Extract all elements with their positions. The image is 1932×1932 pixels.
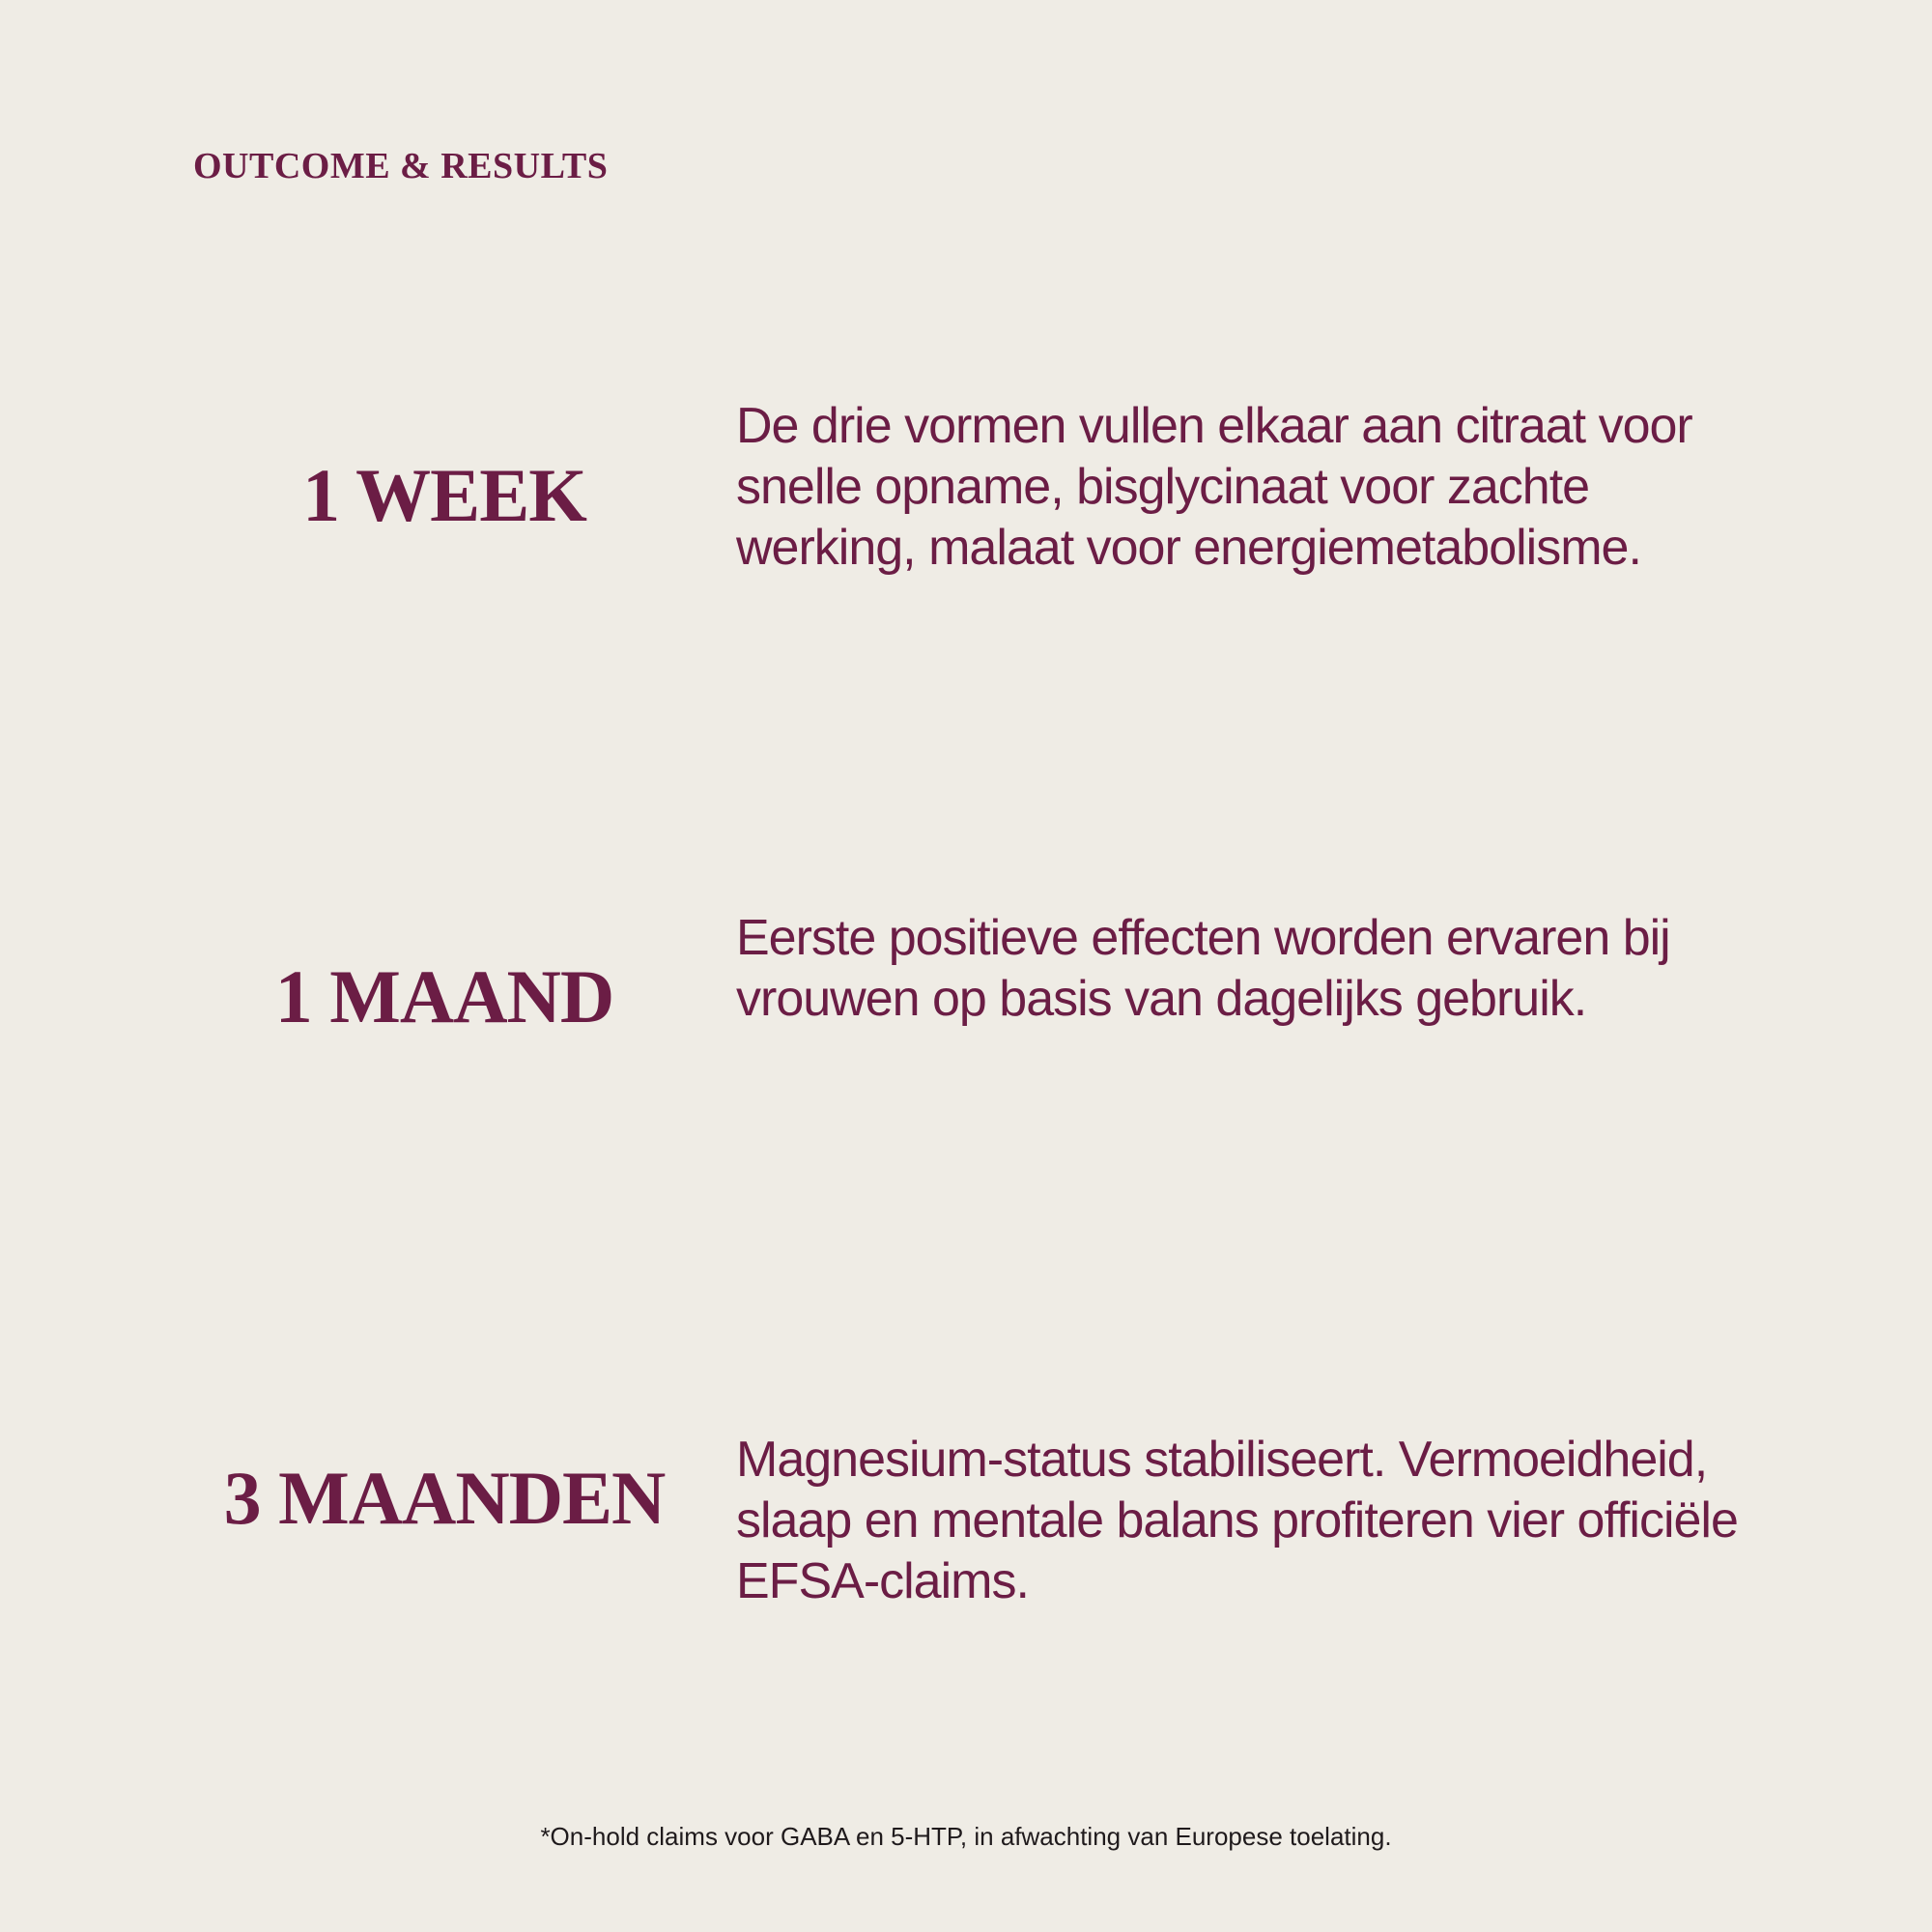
description-line: Eerste positieve effecten worden ervaren bij: [736, 910, 1670, 966]
timeline-description: [736, 396, 1837, 579]
timeline-period: 1 WEEK: [302, 453, 586, 537]
description-line: slaap en mentale balans profiteren vier officiële: [736, 1492, 1738, 1548]
section-title: OUTCOME & RESULTS: [193, 146, 609, 186]
description-line: snelle opname, bisglycinaat voor zachte: [736, 459, 1590, 515]
timeline-description: [736, 1430, 1837, 1612]
timeline-period: 3 MAANDEN: [223, 1456, 666, 1540]
footnote: *On-hold claims voor GABA en 5-HTP, in afwachting van Europese toelating.: [540, 1822, 1392, 1851]
description-line: De drie vormen vullen elkaar aan citraat voor: [736, 398, 1692, 454]
timeline-period: 1 MAAND: [274, 954, 614, 1038]
timeline-description: [736, 908, 1837, 1030]
description-line: werking, malaat voor energiemetabolisme.: [736, 520, 1641, 576]
description-line: vrouwen op basis van dagelijks gebruik.: [736, 971, 1587, 1027]
description-line: EFSA-claims.: [736, 1553, 1029, 1609]
description-line: Magnesium-status stabiliseert. Vermoeidheid,: [736, 1432, 1708, 1488]
